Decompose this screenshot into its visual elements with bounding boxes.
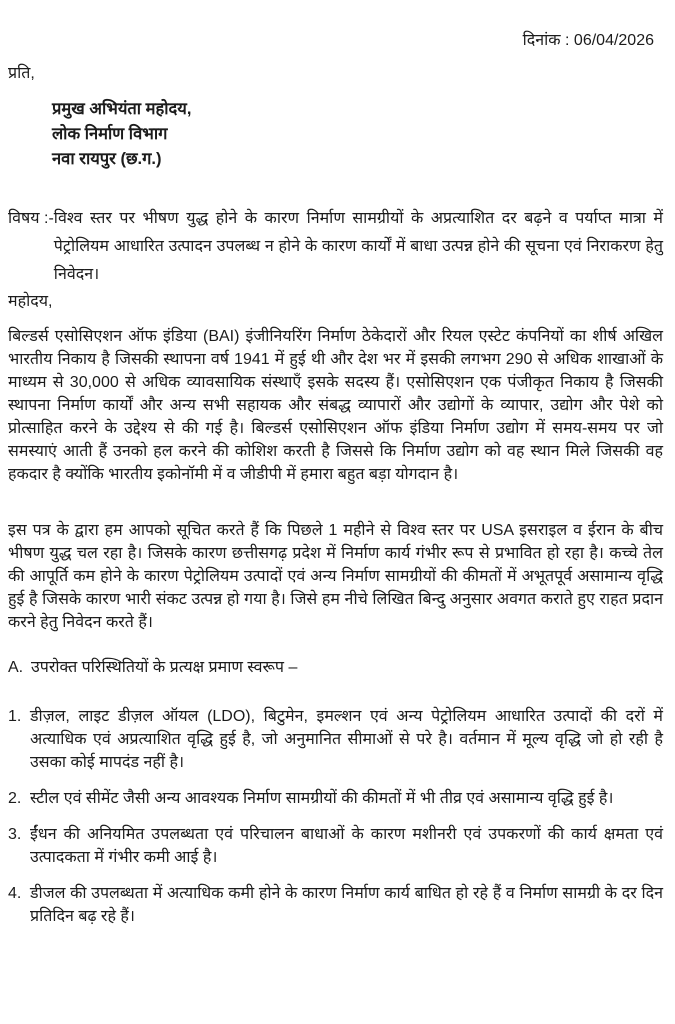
list-item-number: 1. xyxy=(8,708,22,725)
list-item-number: 2. xyxy=(8,790,22,807)
list-item-text: स्टील एवं सीमेंट जैसी अन्य आवश्यक निर्माण सामग्रीयों की कीमतों में भी तीव्र एवं असामान्य वृद्धि हुई है। xyxy=(30,790,614,807)
greeting: महोदय, xyxy=(8,293,53,310)
addressee-title: प्रमुख अभियंता महोदय, xyxy=(52,100,192,118)
subject-label: विषय :- xyxy=(8,210,54,227)
body-paragraph-2: इस पत्र के द्वारा हम आपको सूचित करते हैं कि पिछले 1 महीने से विश्व स्तर पर USA इसराइल व ईरान के बीच भीषण युद्ध चल रहा है। जिसके कारण छत्तीसगढ़ प्रदेश में निर्माण कार्य गंभीर रूप से प्रभावित हो रहा है। कच्चे तेल की आपूर्ति कम होने के कारण पेट्रोलियम उत्पादों एवं अन्य निर्माण सामग्रीयों की कीमतों में अभूतपूर्व असामान्य वृद्धि हुई है जिसके कारण भारी संकट उत्पन्न हो गया है। जिसे हम नीचे लिखित बिन्दु अनुसार अवगत कराते हुए राहत प्रदान करने हेतु निवेदन करते हैं। xyxy=(8,522,663,631)
list-item xyxy=(8,882,663,928)
letter-date xyxy=(8,30,663,52)
date-label: दिनांक : xyxy=(522,32,570,49)
section-a-heading-row xyxy=(8,656,663,679)
list-item-number: 4. xyxy=(8,885,22,902)
list-item-text: डीज़ल, लाइट डीज़ल ऑयल (LDO), बिटुमेन, इमल्शन एवं अन्य पेट्रोलियम आधारित उत्पादों की दरों में अत्याधिक एवं अप्रत्याशित वृद्धि हुई है, जो अनुमानित सीमाओं से परे है। वर्तमान में मूल्य वृद्धि जो हो रही है उसका कोई मापदंड नहीं है। xyxy=(30,708,663,771)
body-paragraph-1: बिल्डर्स एसोसिएशन ऑफ इंडिया (BAI) इंजीनियरिंग निर्माण ठेकेदारों और रियल एस्टेट कंपनियों का शीर्ष अखिल भारतीय निकाय है जिसकी स्थापना वर्ष 1941 में हुई थी और देश भर में इसकी लगभग 290 से अधिक शाखाओं के माध्यम से 30,000 से अधिक व्यावसायिक संस्थाएँ इसके सदस्य हैं। एसोसिएशन एक पंजीकृत निकाय है जिसकी स्थापना निर्माण कार्यों और अन्य सभी सहायक और संबद्ध व्यापारों और उद्योगों के व्यापार, उद्योग और पेशे को प्रोत्साहित करने के उद्देश्य से की गई है। बिल्डर्स एसोसिएशन ऑफ इंडिया निर्माण उद्योग में समय-समय पर जो समस्याएं आती हैं उनको हल करने की कोशिश करती है जिससे कि निर्माण उद्योग को वह स्थान मिले जिसकी वह हकदार है क्योंकि भारतीय इकोनॉमी में व जीडीपी में हमारा बहुत बड़ा योगदान है। xyxy=(8,328,663,483)
list-item-number: 3. xyxy=(8,826,22,843)
list-item-text: ईंधन की अनियमित उपलब्धता एवं परिचालन बाधाओं के कारण मशीनरी एवं उपकरणों की कार्य क्षमता एवं उत्पादकता में गंभीर कमी आई है। xyxy=(30,826,663,866)
salutation-to: प्रति, xyxy=(8,65,35,82)
addressee-department: लोक निर्माण विभाग xyxy=(52,125,168,143)
subject-row xyxy=(8,205,663,289)
section-a-heading: उपरोक्त परिस्थितियों के प्रत्यक्ष प्रमाण स्वरूप – xyxy=(31,659,298,676)
list-item xyxy=(8,823,663,869)
evidence-list xyxy=(8,705,663,928)
date-value: 06/04/2026 xyxy=(573,32,654,49)
list-item xyxy=(8,705,663,774)
subject-text: विश्व स्तर पर भीषण युद्ध होने के कारण निर्माण सामग्रीयों के अप्रत्याशित दर बढ़ने व पर्याप्त मात्रा में पेट्रोलियम आधारित उत्पादन उपलब्ध न होने के कारण कार्यों में बाधा उत्पन्न होने की सूचना एवं निराकरण हेतु निवेदन। xyxy=(53,210,663,283)
list-item xyxy=(8,787,663,810)
addressee-block xyxy=(52,97,663,172)
list-item-text: डीजल की उपलब्धता में अत्याधिक कमी होने के कारण निर्माण कार्य बाधित हो रहे हैं व निर्माण सामग्री के दर दिन प्रतिदिन बढ़ रहे हैं। xyxy=(30,885,663,925)
section-a-marker: A. xyxy=(8,659,24,676)
addressee-location: नवा रायपुर (छ.ग.) xyxy=(52,150,162,168)
